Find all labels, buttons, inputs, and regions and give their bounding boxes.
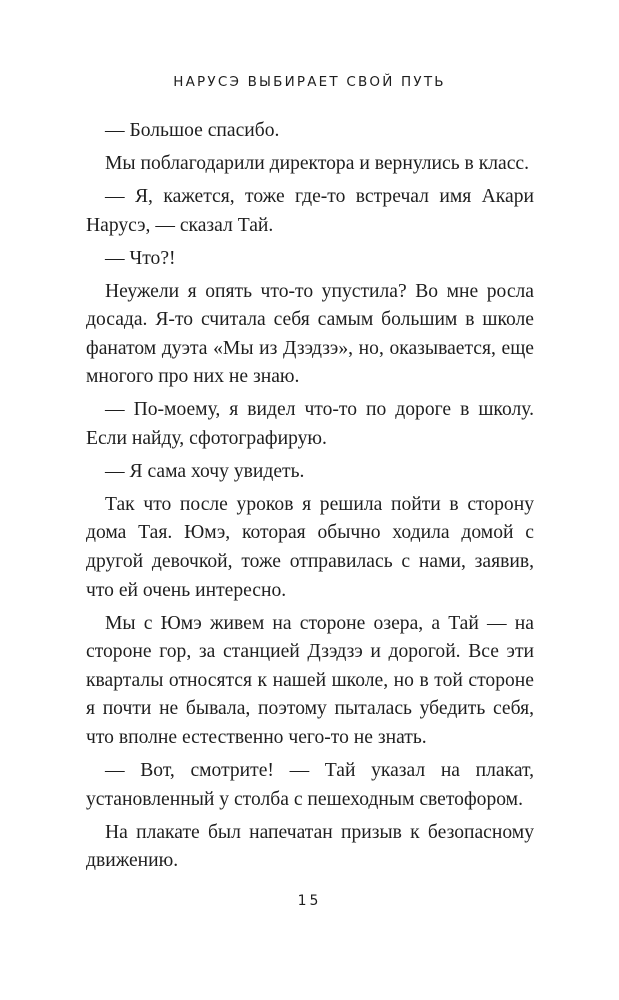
paragraph: — По-моему, я видел что-то по дороге в школу. Если найду, сфотографирую. [86,399,534,449]
paragraph: — Большое спасибо. [105,120,280,141]
page-number: 15 [297,893,322,909]
paragraph: На плакате был напечатан призыв к безопасному движению. [86,821,534,872]
running-head: НАРУСЭ ВЫБИРАЕТ СВОЙ ПУТЬ [173,74,446,90]
paragraph: — Что?! [105,247,176,269]
paragraph: Мы поблагодарили директора и вернулись в класс. [105,152,529,174]
paragraph: — Вот, смотрите! — Тай указал на плакат, установленный у столба с пешеходным светофором. [86,759,534,810]
paragraph: Мы с Юмэ живем на стороне озера, а Тай — на стороне гор, за станцией Дзэдзэ и дорогой. Все эти кварталы относятся к нашей школе, но в той стороне я почти не бывала, поэтому пыталась убедить себя, что вполне естественно чего-то не знать. [86,612,534,748]
paragraph: — Я сама хочу увидеть. [105,460,305,482]
paragraph: Неужели я опять что-то упустила? Во мне росла досада. Я-то считала себя самым большим в школе фанатом дуэта «Мы из Дзэдзэ», но, оказывается, еще многого про них не знаю. [86,280,534,388]
paragraph: — Я, кажется, тоже где-то встречал имя Акари Нарусэ, — сказал Тай. [86,185,534,236]
paragraph: Так что после уроков я решила пойти в сторону дома Тая. Юмэ, которая обычно ходила домой с другой девочкой, тоже отправилась с нами, заявив, что ей очень интересно. [86,493,534,601]
body-text [86,117,534,880]
